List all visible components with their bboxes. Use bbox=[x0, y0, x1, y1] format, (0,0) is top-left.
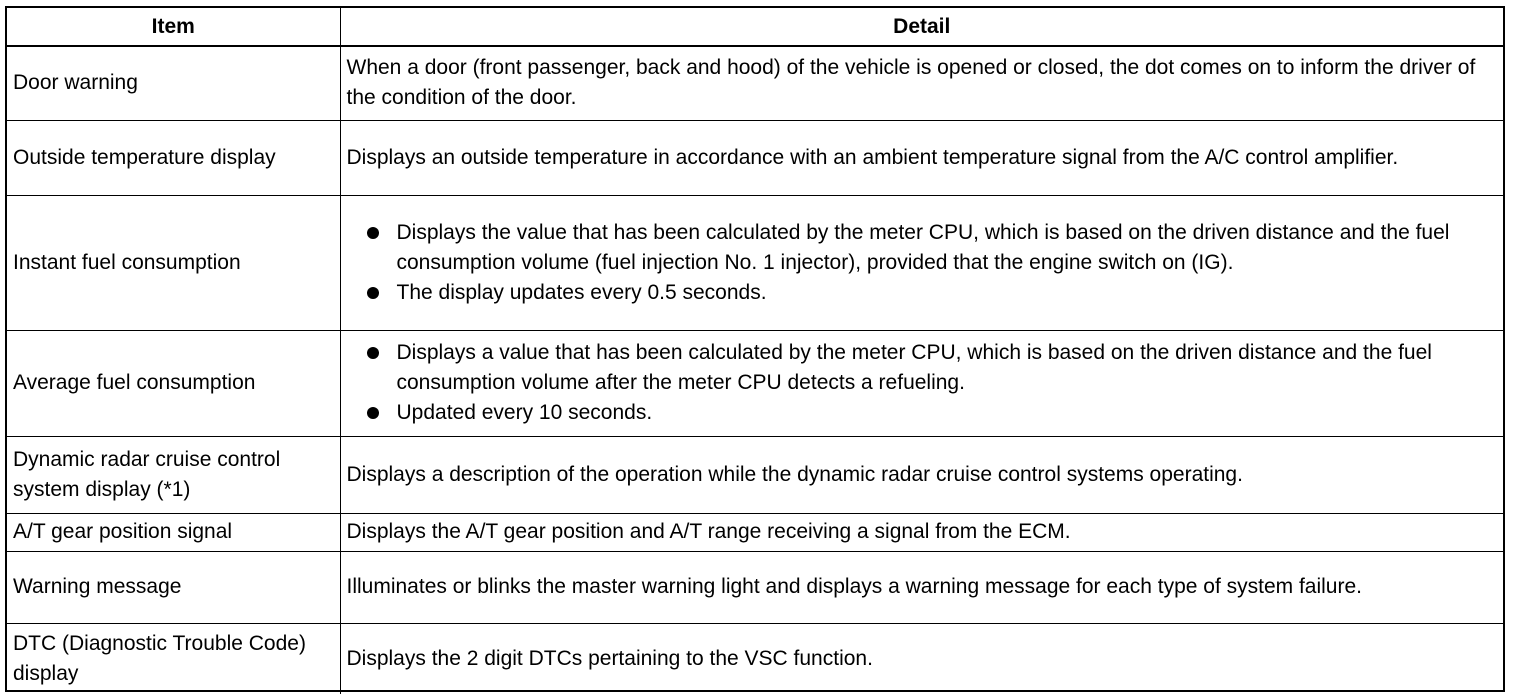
row-item-label: Outside temperature display bbox=[7, 120, 340, 195]
bullet-item: Displays the value that has been calculated by the meter CPU, which is based on the driven distance and the fuel consumption volume (fuel injection No. 1 injector), provided that the engine switch on (IG). bbox=[347, 218, 1498, 278]
bullet-item: Updated every 10 seconds. bbox=[347, 398, 1498, 428]
spec-table bbox=[7, 8, 1503, 694]
row-detail-cell bbox=[340, 195, 1503, 330]
row-detail-text: Displays an outside temperature in accordance with an ambient temperature signal from the A/C control amplifier. bbox=[340, 120, 1503, 195]
column-header-detail: Detail bbox=[340, 8, 1503, 46]
row-detail-cell bbox=[340, 330, 1503, 436]
bullet-list bbox=[347, 338, 1498, 428]
column-header-item: Item bbox=[7, 8, 340, 46]
spec-table-container bbox=[5, 6, 1505, 692]
row-item-label: Dynamic radar cruise control system display (*1) bbox=[7, 436, 340, 513]
table-row bbox=[7, 120, 1503, 195]
table-row bbox=[7, 46, 1503, 120]
bullet-list bbox=[347, 218, 1498, 308]
row-detail-text: Displays the A/T gear position and A/T range receiving a signal from the ECM. bbox=[340, 513, 1503, 551]
table-row bbox=[7, 330, 1503, 436]
table-row bbox=[7, 513, 1503, 551]
row-detail-text: Illuminates or blinks the master warning light and displays a warning message for each type of system failure. bbox=[340, 551, 1503, 623]
row-detail-text: Displays a description of the operation while the dynamic radar cruise control systems operating. bbox=[340, 436, 1503, 513]
table-row bbox=[7, 551, 1503, 623]
row-item-label: Average fuel consumption bbox=[7, 330, 340, 436]
row-item-label: Warning message bbox=[7, 551, 340, 623]
table-row bbox=[7, 623, 1503, 694]
bullet-item: Displays a value that has been calculated by the meter CPU, which is based on the driven distance and the fuel consumption volume after the meter CPU detects a refueling. bbox=[347, 338, 1498, 398]
table-header-row bbox=[7, 8, 1503, 46]
row-item-label: Instant fuel consumption bbox=[7, 195, 340, 330]
row-detail-text: Displays the 2 digit DTCs pertaining to the VSC function. bbox=[340, 623, 1503, 694]
table-row bbox=[7, 195, 1503, 330]
row-item-label: DTC (Diagnostic Trouble Code) display bbox=[7, 623, 340, 694]
row-item-label: A/T gear position signal bbox=[7, 513, 340, 551]
table-row bbox=[7, 436, 1503, 513]
row-detail-text: When a door (front passenger, back and hood) of the vehicle is opened or closed, the dot comes on to inform the driver of the condition of the door. bbox=[340, 46, 1503, 120]
bullet-item: The display updates every 0.5 seconds. bbox=[347, 278, 1498, 308]
row-item-label: Door warning bbox=[7, 46, 340, 120]
